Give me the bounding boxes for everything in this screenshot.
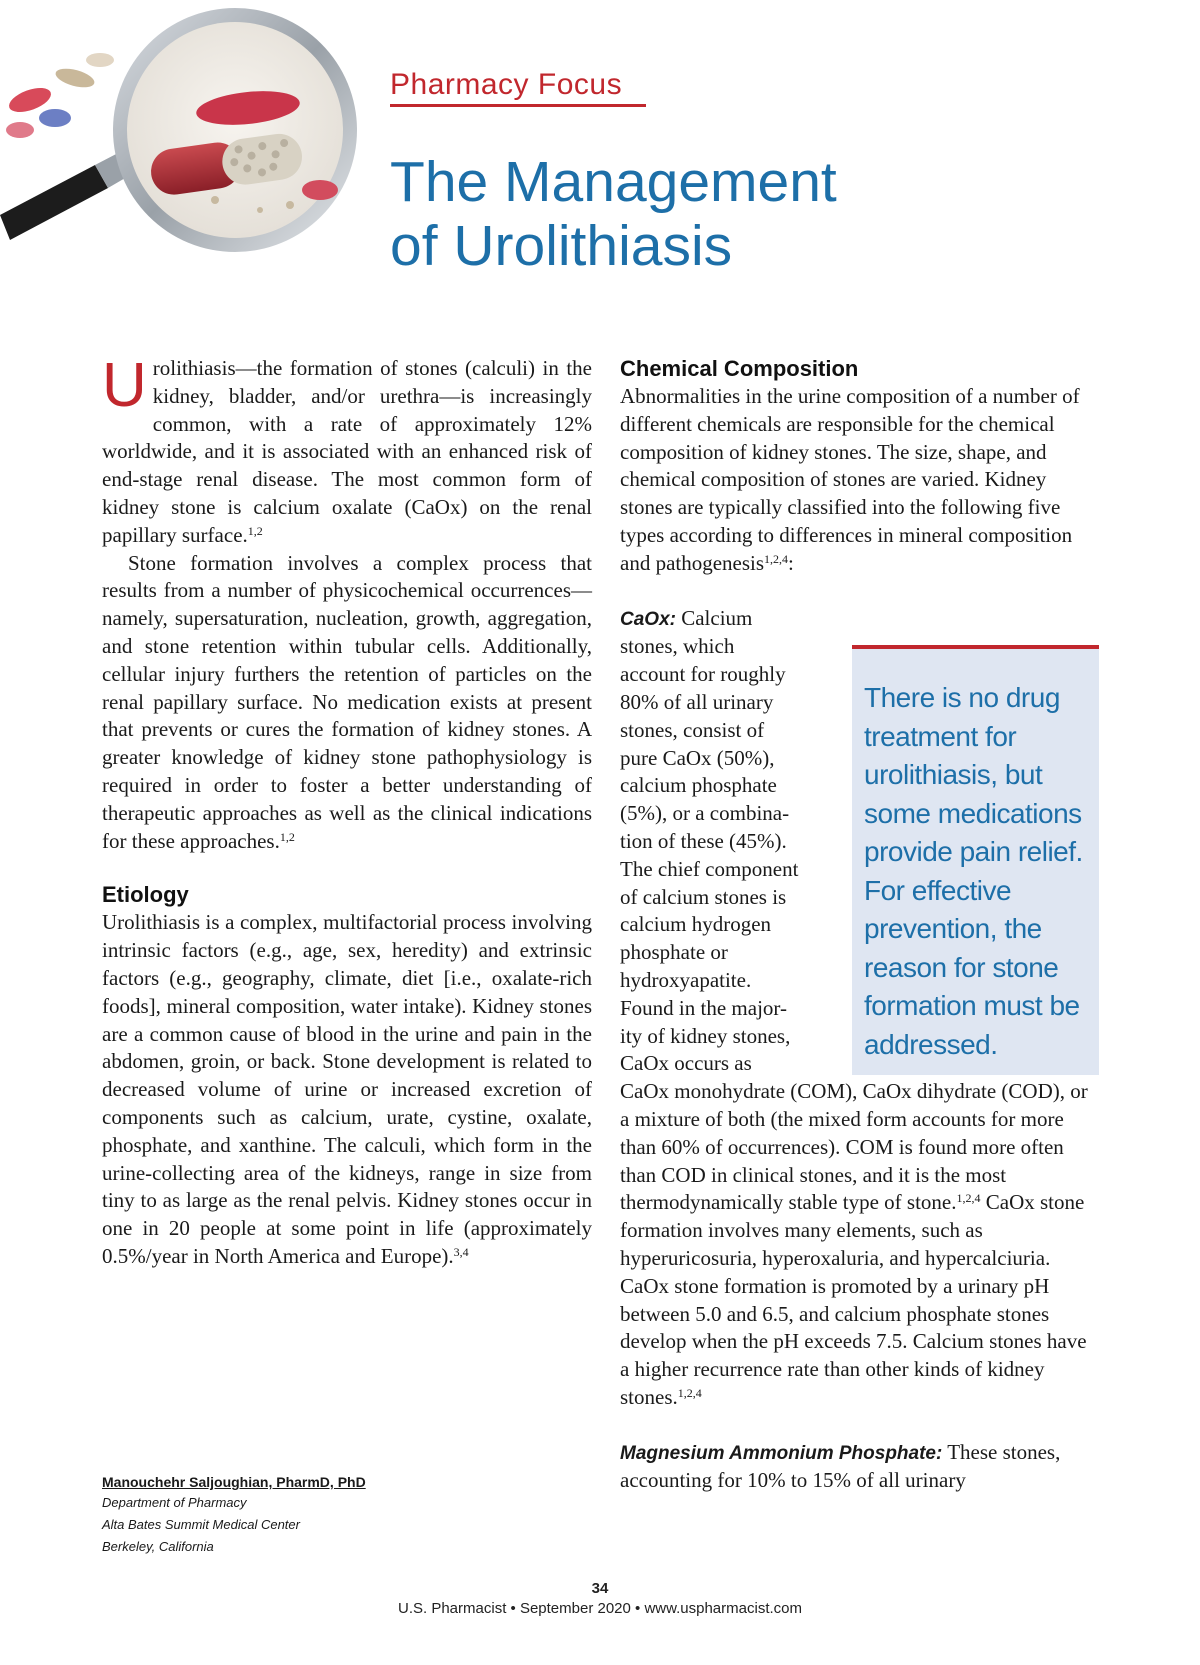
caox-narrow-block (620, 605, 820, 1079)
chemical-composition-heading: Chemical Composition (620, 356, 859, 381)
title-line-2: of Urolithiasis (390, 214, 733, 278)
map-label: Magnesium Ammonium Phosphate: (620, 1442, 943, 1464)
citation: 1,2,4 (764, 551, 789, 566)
paragraph-text: Stone formation involves a complex process that results from a number of physicochemical occurrences—namely, supersaturation, nucleation, growth, aggregation, and stone retention within tubular cells. Additionally, cellular injury furthers the retention of particles on the renal papillary surface. No medication exists at present that prevents or cures the formation of kidney stones. A greater knowledge of kidney stone pathophysiology is required in order to foster a better understanding of therapeutic approaches as well as the clinical indications for these approaches. (102, 550, 592, 853)
caox-line: ity of kidney stones, (620, 1023, 791, 1048)
caox-line: stones, which (620, 634, 735, 659)
body-paragraph (102, 550, 592, 856)
author-department: Department of Pharmacy (102, 1495, 247, 1510)
caox-line: tion of these (45%). (620, 828, 787, 853)
caox-label: CaOx: (620, 608, 676, 630)
caox-line: calcium phosphate (620, 773, 777, 798)
author-institution: Alta Bates Summit Medical Center (102, 1517, 300, 1532)
citation: 3,4 (453, 1244, 469, 1259)
intro-paragraph (102, 351, 592, 550)
caox-line: pure CaOx (50%), (620, 745, 775, 770)
pull-quote-text: There is no drug treatment for urolithiasis, but some medications provide pain relief. For effective prevention, the reason for stone formation must be addressed. (864, 682, 1083, 1060)
drop-cap: U (102, 351, 147, 420)
caox-line: phosphate or (620, 940, 728, 965)
citation: 1,2,4 (956, 1191, 981, 1206)
caox-line: 80% of all urinary (620, 689, 774, 714)
caox-line: CaOx occurs as (620, 1051, 752, 1076)
left-column (102, 351, 592, 1271)
citation: 1,2 (279, 829, 295, 844)
paragraph-text: These stones, accounting for 10% to 15% of all urinary (620, 1439, 1061, 1493)
caox-line: calcium hydrogen (620, 912, 772, 937)
paragraph-text: CaOx monohydrate (COM), CaOx dihydrate (COD), or a mixture of both (the mixed form accounts for more than 60% of occurrences). COM is found more often than COD in clinical stones, and it is the most thermodynamically stable type of stone. (620, 1079, 1088, 1215)
etiology-paragraph (102, 909, 592, 1270)
paragraph-text: Abnormalities in the urine composition of a number of different chemicals are responsible for the chemical composition of kidney stones. The size, shape, and chemical composition of stones are varied. Kidney stones are typically classified into the following five types according to differences in mineral composition and pathogenesis (620, 384, 1080, 575)
caox-line-text: Calcium (681, 605, 753, 630)
pull-quote-callout (852, 645, 1099, 1075)
author-location: Berkeley, California (102, 1539, 214, 1554)
caox-line: (5%), or a combina- (620, 801, 790, 826)
section-label-underline (390, 104, 646, 107)
magnesium-ammonium-phosphate-paragraph (620, 1439, 1100, 1496)
caox-line: Found in the major- (620, 995, 787, 1020)
caox-line (620, 605, 820, 634)
caox-line: account for roughly (620, 662, 786, 687)
article-title (390, 150, 837, 278)
publication-footer: U.S. Pharmacist • September 2020 • www.uspharmacist.com (398, 1600, 802, 1617)
page-number: 34 (591, 1580, 609, 1597)
author-name: Manouchehr Saljoughian, PharmD, PhD (102, 1474, 366, 1490)
caox-continuation-paragraph (620, 1078, 1100, 1412)
paragraph-colon: : (788, 550, 794, 575)
caox-line: The chief component (620, 856, 799, 881)
intro-text: rolithiasis—the formation of stones (calculi) in the kidney, bladder, and/or urethra—is increasingly common, with a rate of approximately 12% worldwide, and it is associated with an enhanced risk of end-stage renal disease. The most common form of kidney stone is calcium oxalate (CaOx) on the renal papillary surface. (102, 356, 592, 547)
title-line-1: The Management (390, 150, 837, 214)
author-block (102, 1472, 502, 1558)
chemical-composition-paragraph (620, 383, 1100, 578)
magnifier-capsules-image (0, 0, 365, 268)
etiology-heading: Etiology (102, 882, 189, 908)
section-label: Pharmacy Focus (390, 68, 623, 101)
paragraph-text: Urolithiasis is a complex, multifactorial process involving intrinsic factors (e.g., age, sex, heredity) and extrinsic factors (e.g., geography, climate, diet [i.e., oxalate-rich foods], mineral composition, water intake). Kidney stones are a common cause of blood in the urine and pain in the abdomen, groin, or back. Stone development is related to decreased volume of urine or increased excretion of components such as calcium, urate, cystine, oxalate, phosphate, and xanthine. The calculi, which form in the urine-collecting area of the kidneys, range in size from tiny to as large as the renal pelvis. Kidney stones occur in one in 20 people at some point in life (approximately 0.5%/year in North America and Europe). (102, 910, 592, 1268)
citation: 1,2 (247, 523, 263, 538)
citation: 1,2,4 (677, 1385, 702, 1400)
paragraph-text: CaOx stone formation involves many elements, such as hyperuricosuria, hyperoxaluria, and hypercalciuria. CaOx stone formation is promoted by a urinary pH between 5.0 and 6.5, and calcium phosphate stones develop when the pH exceeds 7.5. Calcium stones have a higher recurrence rate than other kinds of kidney stones. (620, 1190, 1087, 1409)
caox-line: stones, consist of (620, 717, 765, 742)
caox-line: hydroxyapatite. (620, 967, 752, 992)
caox-line: of calcium stones is (620, 884, 787, 909)
